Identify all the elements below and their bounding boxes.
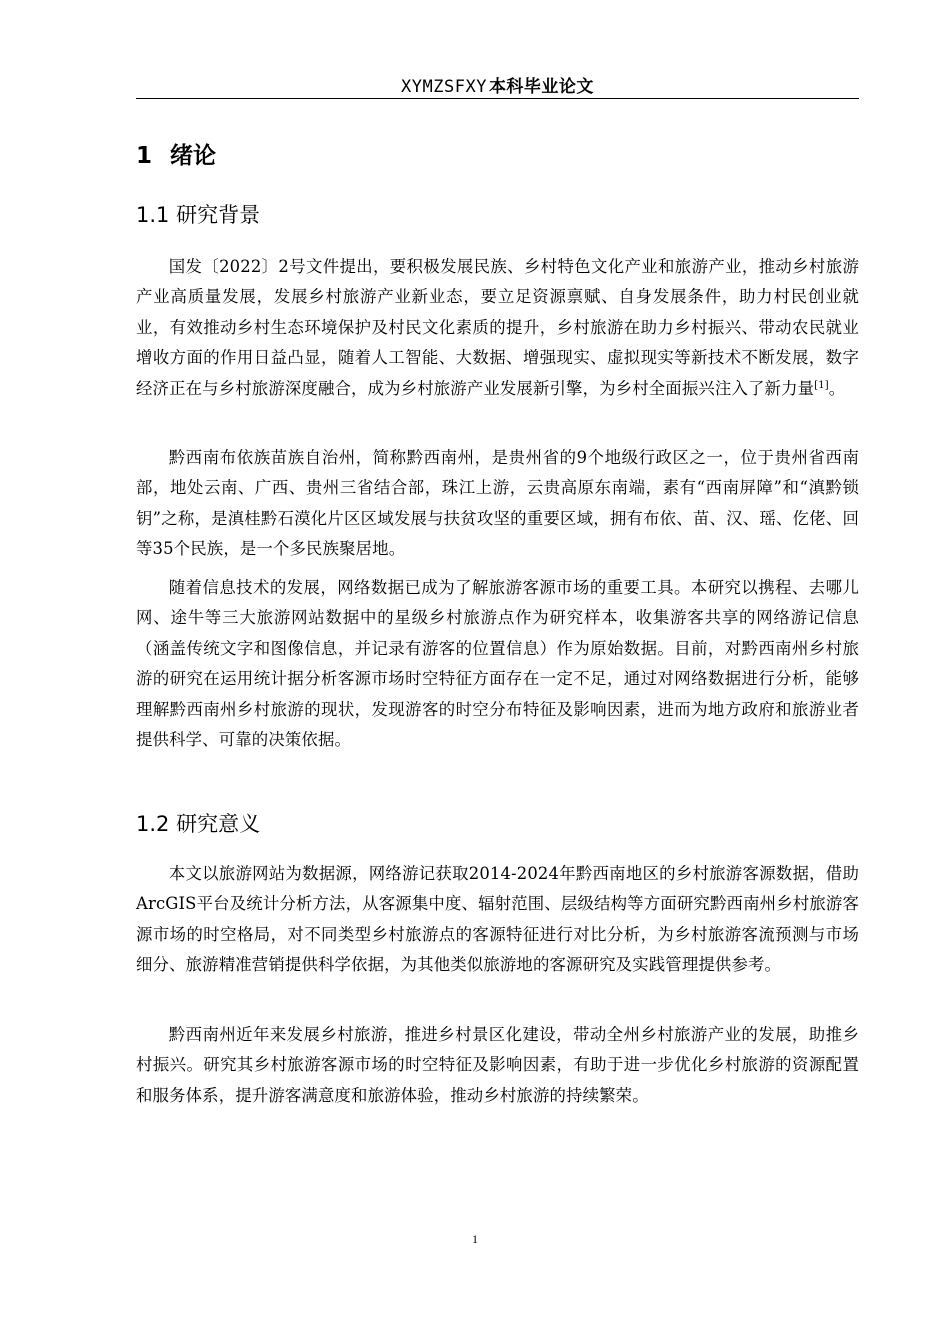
paragraph-background-2 — [136, 443, 859, 565]
header-rule — [136, 98, 859, 99]
section-heading-significance: 1.2 研究意义 — [136, 812, 261, 836]
paragraph-text: 本文以旅游网站为数据源，网络游记获取2014-2024年黔西南地区的乡村旅游客源数据，借助ArcGIS平台及统计分析方法，从客源集中度、辐射范围、层级结构等方面研究黔西南州乡村旅游客源市场的时空格局，对不同类型乡村旅游点的客源特征进行对比分析，为乡村旅游客流预测与市场细分、旅游精准营销提供科学依据，为其他类似旅游地的客源研究及实践管理提供参考。 — [136, 864, 859, 975]
page-header — [136, 72, 859, 97]
paragraph-text: 随着信息技术的发展，网络数据已成为了解旅游客源市场的重要工具。本研究以携程、去哪儿网、途牛等三大旅游网站数据中的星级乡村旅游点作为研究样本，收集游客共享的网络游记信息（涵盖传统文字和图像信息，并记录有游客的位置信息）作为原始数据。目前，对黔西南州乡村旅游的研究在运用统计据分析客源市场时空特征方面存在一定不足，通过对网络数据进行分析，能够理解黔西南州乡村旅游的现状，发现游客的时空分布特征及影响因素，进而为地方政府和旅游业者提供科学、可靠的决策依据。 — [136, 578, 859, 750]
paragraph-text: 国发〔2022〕2号文件提出，要积极发展民族、乡村特色文化产业和旅游产业，推动乡村旅游产业高质量发展，发展乡村旅游产业新业态，要立足资源禀赋、自身发展条件，助力村民创业就业，有效推动乡村生态环境保护及村民文化素质的提升，乡村旅游在助力乡村振兴、带动农民就业增收方面的作用日益凸显，随着人工智能、大数据、增强现实、虚拟现实等新技术不断发展，数字经济正在与乡村旅游深度融合，成为乡村旅游产业发展新引擎，为乡村全面振兴注入了新力量 — [136, 257, 859, 398]
paragraph-end: 。 — [828, 378, 846, 398]
chapter-title: 绪论 — [170, 143, 217, 169]
header-thesis-type: 本科毕业论文 — [488, 77, 594, 97]
paragraph-text: 黔西南布依族苗族自治州，简称黔西南州，是贵州省的9个地级行政区之一，位于贵州省西南部，地处云南、广西、贵州三省结合部，珠江上游，云贵高原东南端，素有“西南屏障”和“滇黔锁钥”之称，是滇桂黔石漠化片区区域发展与扶贫攻坚的重要区域，拥有布依、苗、汉、瑶、仡佬、回等35个民族，是一个多民族聚居地。 — [136, 448, 859, 559]
chapter-heading — [136, 137, 216, 170]
paragraph-text: 黔西南州近年来发展乡村旅游，推进乡村景区化建设，带动全州乡村旅游产业的发展，助推乡村振兴。研究其乡村旅游客源市场的时空特征及影响因素，有助于进一步优化乡村旅游的资源配置和服务体系，提升游客满意度和旅游体验，推动乡村旅游的持续繁荣。 — [136, 1025, 859, 1105]
paragraph-significance-1 — [136, 859, 859, 981]
header-school-code: XYMZSFXY — [401, 77, 487, 97]
chapter-number: 1 — [136, 143, 153, 169]
paragraph-background-1 — [136, 252, 859, 404]
paragraph-significance-2 — [136, 1020, 859, 1111]
citation-ref: [1] — [814, 379, 829, 391]
paragraph-background-3 — [136, 573, 859, 755]
section-heading-background: 1.1 研究背景 — [136, 203, 261, 227]
page-number: 1 — [472, 1232, 478, 1246]
